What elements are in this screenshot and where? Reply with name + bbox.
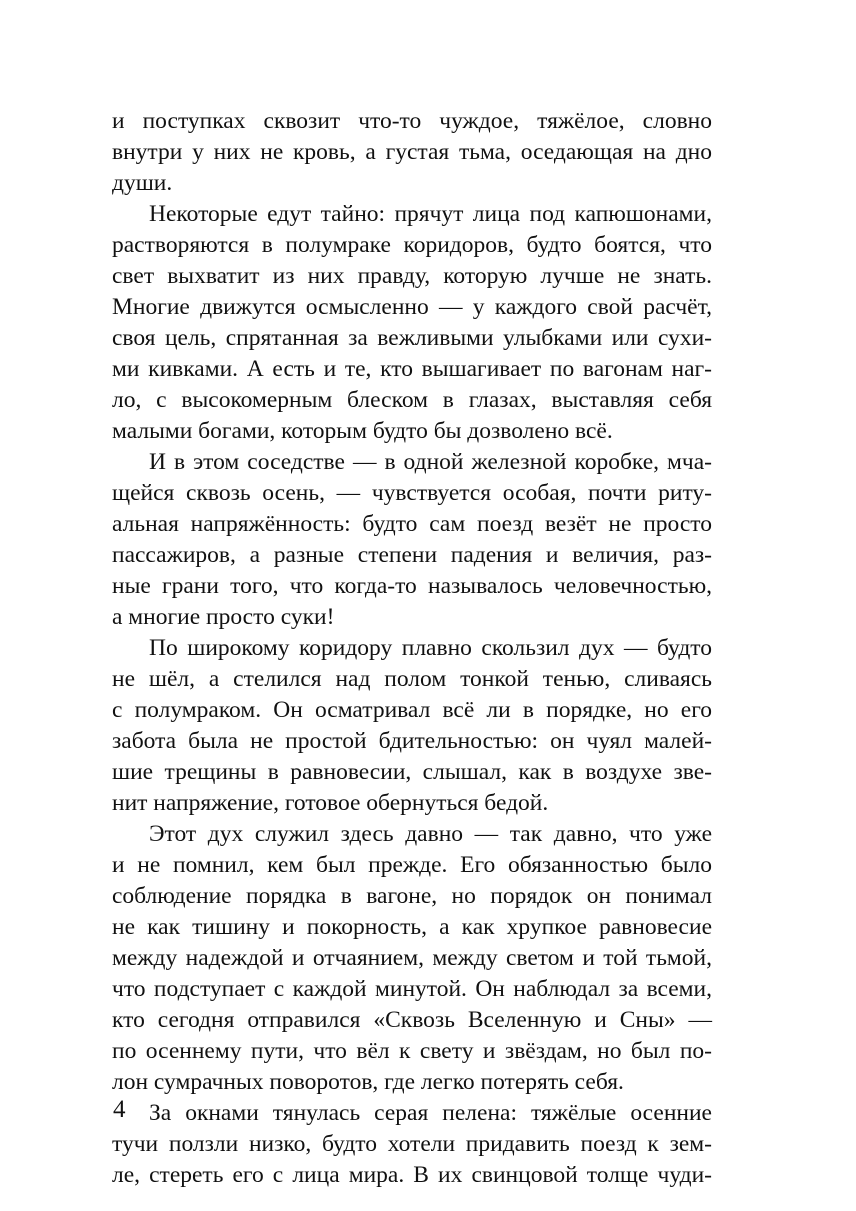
text-line: души.	[112, 170, 173, 196]
text-line: своя цель, спрятанная за вежливыми улыбками или сухи-	[112, 325, 712, 351]
paragraph	[112, 633, 712, 819]
text-line: Некоторые едут тайно: прячут лица под капюшонами,	[149, 201, 712, 227]
text-line: щейся сквозь осень, — чувствуется особая, почти риту-	[112, 480, 712, 506]
text-line: забота была не простой бдительностью: он чуял малей-	[112, 728, 712, 754]
text-line: лон сумрачных поворотов, где легко потерять себя.	[112, 1069, 624, 1095]
text-line: не как тишину и покорность, а как хрупкое равновесие	[112, 914, 712, 940]
text-line: соблюдение порядка в вагоне, но порядок он понимал	[112, 883, 712, 909]
text-line: кто сегодня отправился «Сквозь Вселенную и Сны» —	[112, 1007, 712, 1033]
page-number: 4	[113, 1096, 126, 1123]
text-line: Многие движутся осмысленно — у каждого свой расчёт,	[112, 294, 712, 320]
text-line: ные грани того, что когда-то называлось человечностью,	[112, 573, 712, 599]
text-line: а многие просто суки!	[112, 604, 335, 630]
text-line: внутри у них не кровь, а густая тьма, оседающая на дно	[112, 139, 712, 165]
text-line: между надеждой и отчаянием, между светом и той тьмой,	[112, 945, 712, 971]
text-line: и поступках сквозит что-то чуждое, тяжёлое, словно	[112, 108, 712, 134]
text-line: ми кивками. А есть и те, кто вышагивает по вагонам наг-	[112, 356, 712, 382]
text-line: альная напряжённость: будто сам поезд везёт не просто	[112, 511, 712, 537]
text-line: и не помнил, кем был прежде. Его обязанностью было	[112, 852, 712, 878]
text-line: По широкому коридору плавно скользил дух — будто	[149, 635, 712, 661]
text-line: свет выхватит из них правду, которую лучше не знать.	[112, 263, 712, 289]
text-line: растворяются в полумраке коридоров, будто боятся, что	[112, 232, 712, 258]
paragraph	[112, 819, 712, 1098]
body-text	[112, 106, 712, 1191]
text-line: ле, стереть его с лица мира. В их свинцовой толще чуди-	[112, 1162, 712, 1188]
paragraph	[112, 447, 712, 633]
paragraph	[112, 1098, 712, 1191]
paragraph	[112, 106, 712, 199]
text-line: не шёл, а стелился над полом тонкой тенью, сливаясь	[112, 666, 712, 692]
text-line: И в этом соседстве — в одной железной коробке, мча-	[149, 449, 712, 475]
paragraph	[112, 199, 712, 447]
text-line: тучи ползли низко, будто хотели придавить поезд к зем-	[112, 1131, 712, 1157]
text-line: малыми богами, которым будто бы дозволено всё.	[112, 418, 613, 444]
text-line: по осеннему пути, что вёл к свету и звёздам, но был по-	[112, 1038, 712, 1064]
text-line: ло, с высокомерным блеском в глазах, выставляя себя	[112, 387, 712, 413]
text-line: Этот дух служил здесь давно — так давно, что уже	[149, 821, 712, 847]
text-line: что подступает с каждой минутой. Он наблюдал за всеми,	[112, 976, 712, 1002]
text-line: За окнами тянулась серая пелена: тяжёлые осенние	[149, 1100, 712, 1126]
text-line: нит напряжение, готовое обернуться бедой.	[112, 790, 549, 816]
text-line: пассажиров, а разные степени падения и величия, раз-	[112, 542, 712, 568]
text-line: шие трещины в равновесии, слышал, как в воздухе зве-	[112, 759, 712, 785]
text-line: с полумраком. Он осматривал всё ли в порядке, но его	[112, 697, 712, 723]
